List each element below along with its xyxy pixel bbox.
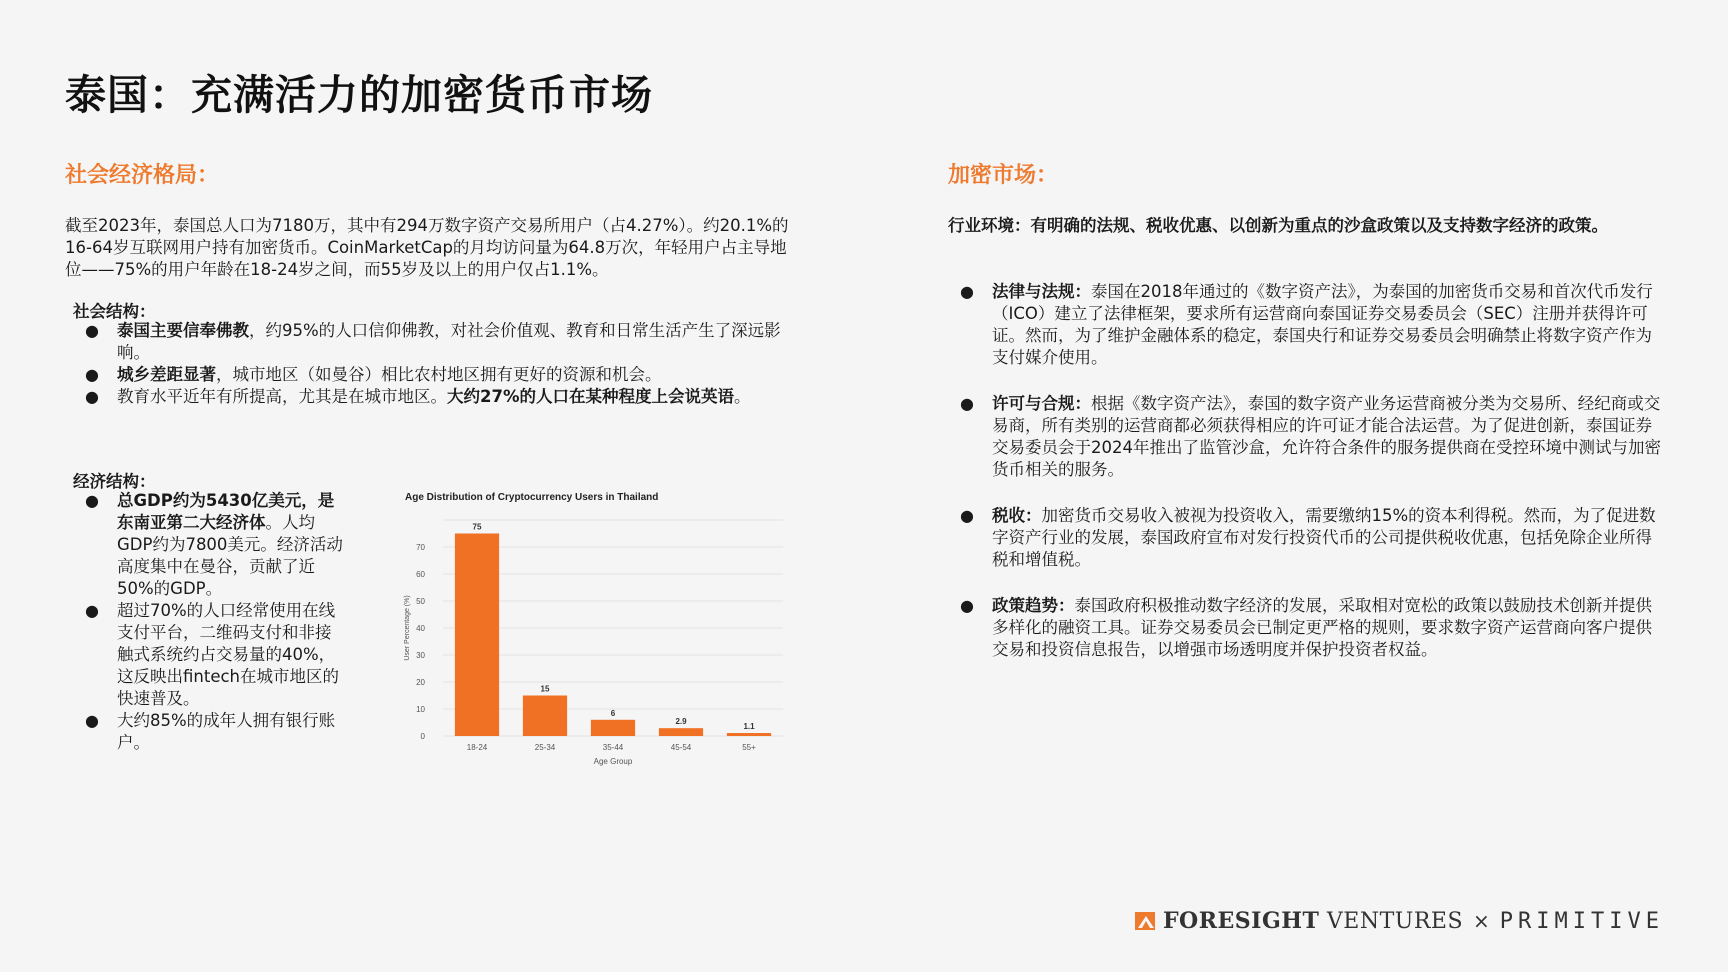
crypto-market-item xyxy=(948,393,1663,481)
bar xyxy=(591,720,635,736)
list-item-bold-text: 许可与合规： xyxy=(992,394,1091,413)
economic-structure-item xyxy=(73,490,345,600)
y-tick-label: 10 xyxy=(416,705,425,714)
list-item-text: 。 xyxy=(734,387,751,406)
list-item-text: 加密货币交易收入被视为投资收入，需要缴纳15%的资本利得税。然而，为了促进数字资产行业的发展，泰国政府宣布对发行投资代币的公司提供税收优惠，包括免除企业所得税和增值税。 xyxy=(992,506,1656,569)
crypto-market-item xyxy=(948,595,1663,661)
footer-logos xyxy=(1135,906,1664,936)
list-item-text: ，约95%的人口信仰佛教，对社会价值观、教育和日常生活产生了深远影响。 xyxy=(117,321,781,362)
bullet-icon: ● xyxy=(960,596,974,615)
bar-value-label: 6 xyxy=(610,708,616,718)
economic-structure-list xyxy=(73,490,345,754)
bullet-icon: ● xyxy=(85,491,99,510)
list-item-bold-text: 法律与法规： xyxy=(992,282,1091,301)
collab-times-sign: × xyxy=(1473,909,1490,933)
x-axis-label: Age Group xyxy=(593,757,633,766)
page-title: 泰国：充满活力的加密货币市场 xyxy=(65,71,653,119)
list-item-bold-text: 政策趋势： xyxy=(992,596,1075,615)
bullet-icon: ● xyxy=(960,282,974,301)
bar xyxy=(659,728,703,736)
list-item-bold-text: 城乡差距显著 xyxy=(117,365,216,384)
crypto-market-item xyxy=(948,281,1663,369)
list-item-bold-text: 总GDP约为5430亿美元，是东南亚第二大经济体 xyxy=(117,491,335,532)
y-tick-label: 70 xyxy=(416,543,425,552)
social-structure-list xyxy=(73,320,795,408)
x-tick-label: 25-34 xyxy=(534,743,556,752)
left-section-heading: 社会经济格局： xyxy=(65,163,220,188)
list-item-text: 。人均GDP约为7800美元。经济活动高度集中在曼谷，贡献了近50%的GDP。 xyxy=(117,513,343,598)
list-item-bold-text: 大约27%的人口在某种程度上会说英语 xyxy=(447,387,734,406)
bar-value-label: 15 xyxy=(540,684,550,694)
list-item-bold-text: 税收： xyxy=(992,506,1042,525)
x-tick-label: 55+ xyxy=(742,743,756,752)
list-item-text: 泰国在2018年通过的《数字资产法》，为泰国的加密货币交易和首次代币发行（ICO）建立了法律框架，要求所有运营商向泰国证券交易委员会（SEC）注册并获得许可证。然而，为了维护金融体系的稳定，泰国央行和证券交易委员会明确禁止将数字资产作为支付媒介使用。 xyxy=(992,282,1653,367)
right-section-heading: 加密市场： xyxy=(948,163,1059,188)
left-intro-paragraph: 截至2023年，泰国总人口为7180万，其中有294万数字资产交易所用户（占4.27%）。约20.1%的16-64岁互联网用户持有加密货币。CoinMarketCap的月均访问量为64.8万次，年轻用户占主导地位——75%的用户年龄在18-24岁之间，而55岁及以上的用户仅占1.1%。 xyxy=(65,216,789,279)
bar xyxy=(523,696,567,737)
list-item-bold-text: 泰国主要信奉佛教 xyxy=(117,321,249,340)
bar xyxy=(727,733,771,736)
right-intro-paragraph: 行业环境：有明确的法规、税收优惠、以创新为重点的沙盒政策以及支持数字经济的政策。 xyxy=(948,216,1608,235)
bullet-icon: ● xyxy=(960,394,974,413)
bar-value-label: 1.1 xyxy=(743,722,755,732)
economic-structure-item xyxy=(73,600,345,710)
social-structure-item xyxy=(73,364,795,386)
y-tick-label: 50 xyxy=(416,597,425,606)
y-tick-label: 0 xyxy=(420,732,425,741)
bullet-icon: ● xyxy=(85,321,99,340)
bullet-icon: ● xyxy=(960,506,974,525)
list-item-text: 超过70%的人口经常使用在线支付平台，二维码支付和非接触式系统约占交易量的40%，这反映出fintech在城市地区的快速普及。 xyxy=(117,601,340,708)
y-tick-label: 30 xyxy=(416,651,425,660)
list-item-text: 大约85%的成年人拥有银行账户。 xyxy=(117,711,336,752)
primitive-logo: PRIMITIVE xyxy=(1499,908,1664,934)
y-tick-label: 60 xyxy=(416,570,425,579)
x-tick-label: 45-54 xyxy=(670,743,692,752)
chart-title: Age Distribution of Cryptocurrency Users in Thailand xyxy=(405,492,659,503)
list-item-text: 教育水平近年有所提高，尤其是在城市地区。 xyxy=(117,387,447,406)
y-tick-label: 40 xyxy=(416,624,425,633)
bar-value-label: 75 xyxy=(472,522,482,532)
crypto-market-item xyxy=(948,505,1663,571)
economic-structure-item xyxy=(73,710,345,754)
age-distribution-chart xyxy=(395,486,795,772)
foresight-logo-icon xyxy=(1135,910,1157,932)
x-tick-label: 18-24 xyxy=(466,743,488,752)
list-item-text: 泰国政府积极推动数字经济的发展，采取相对宽松的政策以鼓励技术创新并提供多样化的融资工具。证券交易委员会已制定更严格的规则，要求数字资产运营商向客户提供交易和投资信息报告，以增强市场透明度并保护投资者权益。 xyxy=(992,596,1652,659)
social-structure-heading: 社会结构： xyxy=(73,302,156,321)
list-item-text: ，城市地区（如曼谷）相比农村地区拥有更好的资源和机会。 xyxy=(216,365,662,384)
social-structure-item xyxy=(73,320,795,364)
crypto-market-list xyxy=(948,281,1663,685)
bar-value-label: 2.9 xyxy=(675,717,687,727)
social-structure-item xyxy=(73,386,795,408)
x-tick-label: 35-44 xyxy=(602,743,624,752)
bullet-icon: ● xyxy=(85,387,99,406)
foresight-wordmark: FORESIGHT xyxy=(1162,908,1320,934)
list-item-text: 根据《数字资产法》，泰国的数字资产业务运营商被分类为交易所、经纪商或交易商，所有类别的运营商都必须获得相应的许可证才能合法运营。为了促进创新，泰国证券交易委员会于2024年推出了监管沙盒，允许符合条件的服务提供商在受控环境中测试与加密货币相关的服务。 xyxy=(992,394,1661,479)
y-axis-label: User Percentage (%) xyxy=(404,595,411,661)
foresight-ventures-logo xyxy=(1163,908,1463,934)
bar xyxy=(455,534,499,737)
ventures-wordmark: VENTURES xyxy=(1326,909,1464,934)
bullet-icon: ● xyxy=(85,601,99,620)
economic-structure-heading: 经济结构： xyxy=(73,472,156,491)
bullet-icon: ● xyxy=(85,711,99,730)
y-tick-label: 20 xyxy=(416,678,425,687)
bullet-icon: ● xyxy=(85,365,99,384)
